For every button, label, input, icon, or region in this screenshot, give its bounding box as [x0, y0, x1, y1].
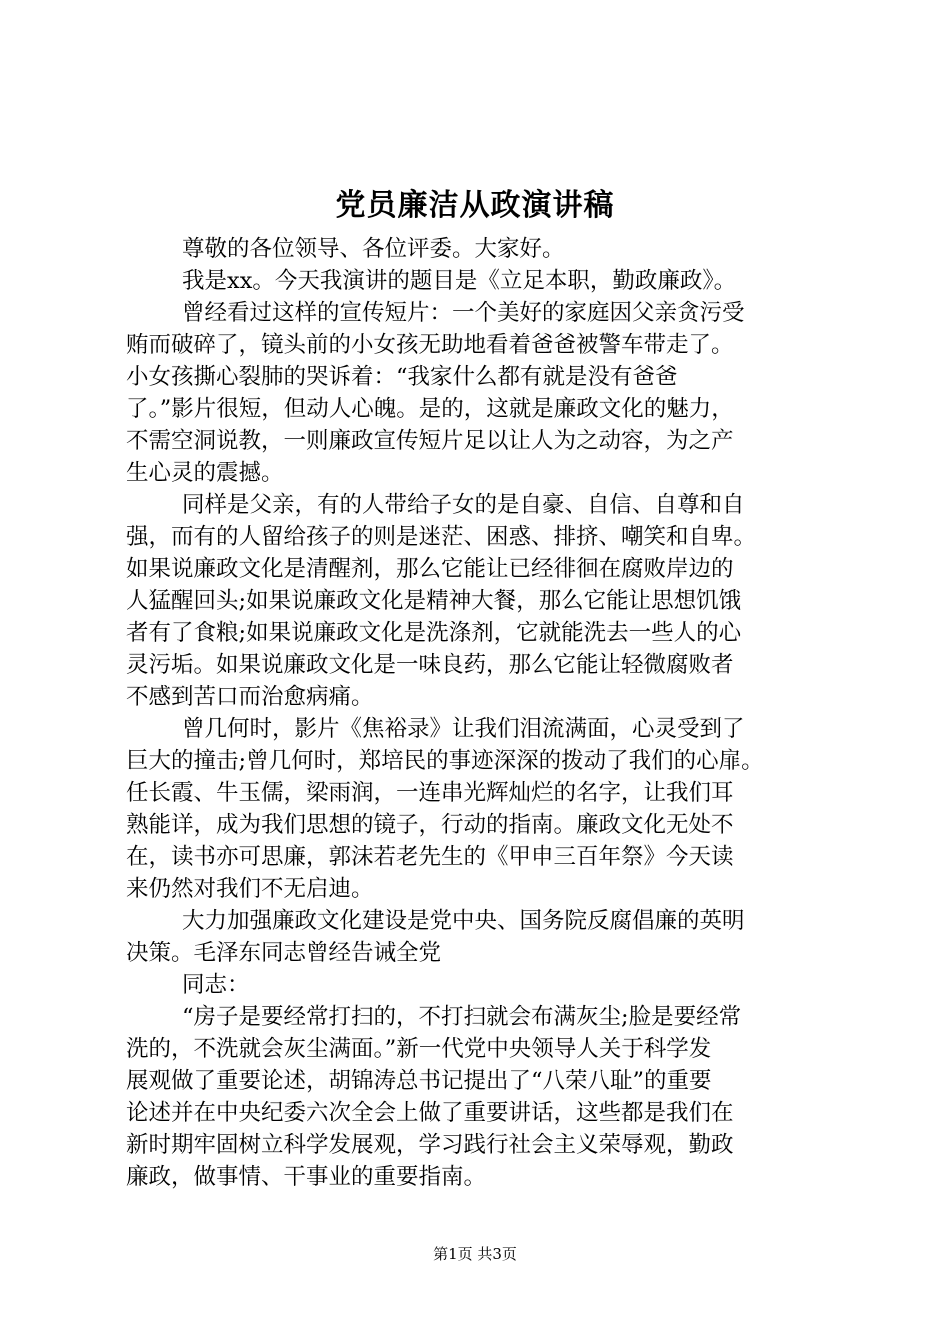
- text-line: 熟能详，成为我们思想的镜子，行动的指南。廉政文化无处不: [126, 812, 734, 838]
- text-line: 曾几何时，影片《焦裕录》让我们泪流满面，心灵受到了: [182, 716, 745, 742]
- text-line: 灵污垢。如果说廉政文化是一味良药，那么它能让轻微腐败者: [126, 652, 734, 678]
- page-number-footer: 第1页 共3页: [433, 1245, 517, 1263]
- text-line: 新时期牢固树立科学发展观，学习践行社会主义荣辱观，勤政: [126, 1132, 734, 1158]
- text-line: 来仍然对我们不无启迪。: [126, 876, 374, 902]
- text-line: 尊敬的各位领导、各位评委。大家好。: [182, 236, 565, 262]
- text-line: 在，读书亦可思廉，郭沫若老先生的《甲申三百年祭》今天读: [126, 844, 734, 870]
- text-line: 论述并在中央纪委六次全会上做了重要讲话，这些都是我们在: [126, 1100, 734, 1126]
- text-line: 不感到苦口而治愈病痛。: [126, 684, 374, 710]
- text-line: 人猛醒回头;如果说廉政文化是精神大餐，那么它能让思想饥饿: [126, 588, 742, 614]
- text-line: 者有了食粮;如果说廉政文化是洗涤剂，它就能洗去一些人的心: [126, 620, 742, 646]
- text-line: 贿而破碎了，镜头前的小女孩无助地看着爸爸被警车带走了。: [126, 332, 734, 358]
- text-line: “房子是要经常打扫的，不打扫就会布满灰尘;脸是要经常: [182, 1004, 742, 1030]
- document-title: 党员廉洁从政演讲稿: [335, 188, 615, 223]
- text-line: 曾经看过这样的宣传短片：一个美好的家庭因父亲贪污受: [182, 300, 745, 326]
- text-line: 廉政，做事情、干事业的重要指南。: [126, 1164, 487, 1190]
- text-line: 巨大的撞击;曾几何时，郑培民的事迹深深的拨动了我们的心扉。: [126, 748, 764, 774]
- text-line: 任长霞、牛玉儒，梁雨润，一连串光辉灿烂的名字，让我们耳: [126, 780, 734, 806]
- text-line: 同志：: [182, 972, 250, 998]
- text-line: 我是xx。今天我演讲的题目是《立足本职，勤政廉政》。: [182, 268, 737, 294]
- text-line: 同样是父亲，有的人带给子女的是自豪、自信、自尊和自: [182, 492, 745, 518]
- text-line: 小女孩撕心裂肺的哭诉着：“我家什么都有就是没有爸爸: [126, 364, 678, 390]
- text-line: 决策。毛泽东同志曾经告诫全党: [126, 940, 442, 966]
- text-line: 如果说廉政文化是清醒剂，那么它能让已经徘徊在腐败岸边的: [126, 556, 734, 582]
- document-body: [126, 233, 831, 1193]
- text-line: 不需空洞说教，一则廉政宣传短片足以让人为之动容，为之产: [126, 428, 734, 454]
- text-line: 强，而有的人留给孩子的则是迷茫、困惑、排挤、嘲笑和自卑。: [126, 524, 757, 550]
- text-line: 展观做了重要论述，胡锦涛总书记提出了“八荣八耻”的重要: [126, 1068, 712, 1094]
- text-line: 了。”影片很短，但动人心魄。是的，这就是廉政文化的魅力，: [126, 396, 734, 422]
- text-line: 大力加强廉政文化建设是党中央、国务院反腐倡廉的英明: [182, 908, 745, 934]
- text-line: 生心灵的震撼。: [126, 460, 284, 486]
- text-line: 洗的，不洗就会灰尘满面。”新一代党中央领导人关于科学发: [126, 1036, 712, 1062]
